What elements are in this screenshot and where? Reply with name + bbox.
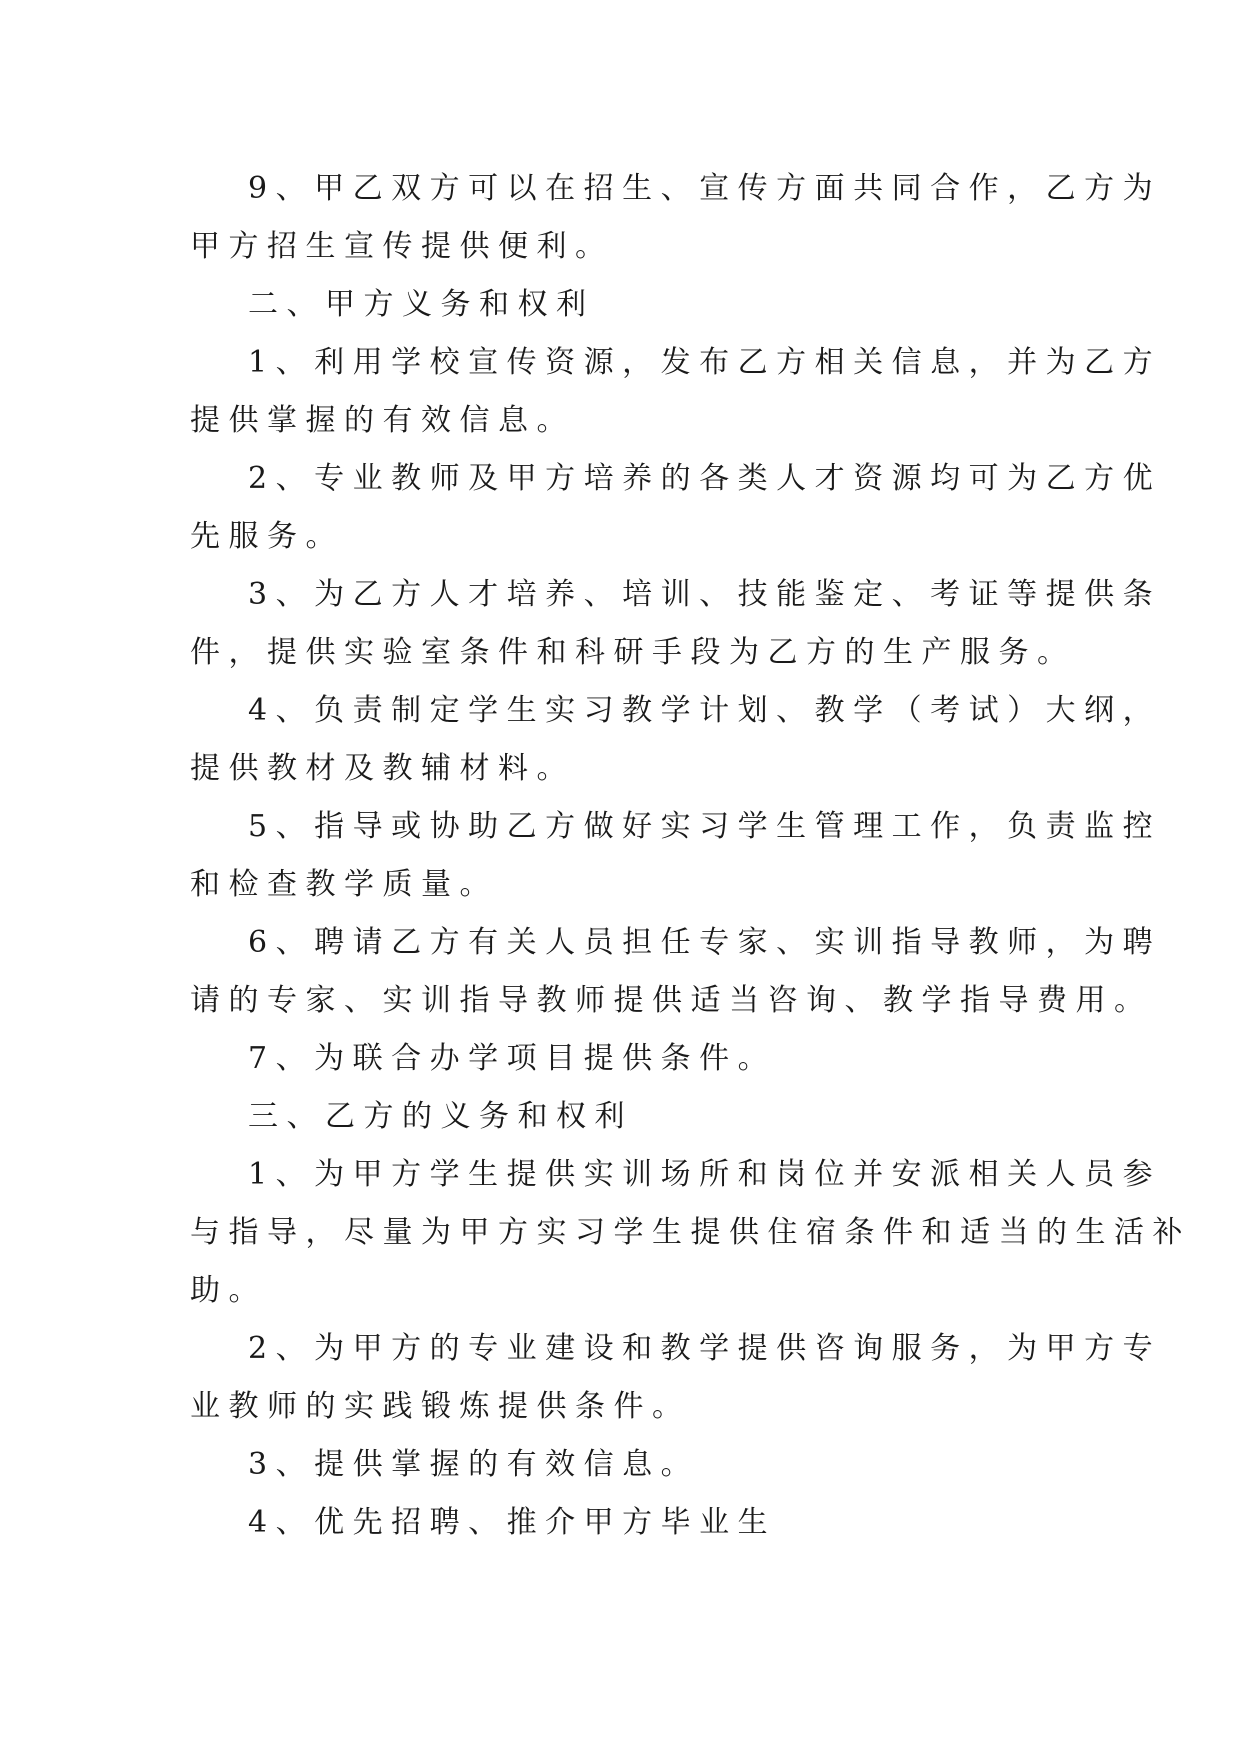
paragraph-line: 提供掌握的有效信息。 xyxy=(190,403,575,438)
paragraph-b-1 xyxy=(190,1146,1191,1320)
paragraph-line: 3、为乙方人才培养、培训、技能鉴定、考证等提供条 xyxy=(248,577,1162,612)
paragraph-b-3 xyxy=(190,1436,1050,1494)
paragraph-line: 2、为甲方的专业建设和教学提供咨询服务，为甲方专 xyxy=(248,1331,1162,1366)
paragraph-b-4 xyxy=(190,1494,1050,1552)
paragraph-a-3 xyxy=(190,566,1162,682)
paragraph-line: 4、优先招聘、推介甲方毕业生 xyxy=(248,1505,777,1540)
paragraph-line: 助。 xyxy=(190,1273,267,1308)
paragraph-line: 甲方招生宣传提供便利。 xyxy=(190,229,614,264)
section-heading-party-b xyxy=(190,1088,1050,1146)
section-heading: 二、甲方义务和权利 xyxy=(248,287,595,322)
paragraph-a-7 xyxy=(190,1030,1050,1088)
paragraph-line: 4、负责制定学生实习教学计划、教学（考试）大纲， xyxy=(248,693,1162,728)
paragraph-line: 先服务。 xyxy=(190,519,344,554)
paragraph-line: 与指导，尽量为甲方实习学生提供住宿条件和适当的生活补 xyxy=(190,1215,1191,1250)
paragraph-line: 和检查教学质量。 xyxy=(190,867,498,902)
paragraph-line: 业教师的实践锻炼提供条件。 xyxy=(190,1389,691,1424)
paragraph-line: 1、为甲方学生提供实训场所和岗位并安派相关人员参 xyxy=(248,1157,1162,1192)
paragraph-b-2 xyxy=(190,1320,1162,1436)
paragraph-line: 2、专业教师及甲方培养的各类人才资源均可为乙方优 xyxy=(248,461,1162,496)
paragraph-line: 9、甲乙双方可以在招生、宣传方面共同合作，乙方为 xyxy=(248,171,1162,206)
paragraph-a-5 xyxy=(190,798,1162,914)
section-heading-party-a xyxy=(190,276,1050,334)
paragraph-line: 提供教材及教辅材料。 xyxy=(190,751,575,786)
paragraph-a-4 xyxy=(190,682,1162,798)
document-body xyxy=(190,160,1191,1552)
paragraph-line: 7、为联合办学项目提供条件。 xyxy=(248,1041,777,1076)
paragraph-line: 6、聘请乙方有关人员担任专家、实训指导教师，为聘 xyxy=(248,925,1162,960)
paragraph-line: 请的专家、实训指导教师提供适当咨询、教学指导费用。 xyxy=(190,983,1153,1018)
paragraph-item-9 xyxy=(190,160,1162,276)
paragraph-line: 1、利用学校宣传资源，发布乙方相关信息，并为乙方 xyxy=(248,345,1162,380)
paragraph-line: 件，提供实验室条件和科研手段为乙方的生产服务。 xyxy=(190,635,1076,670)
paragraph-line: 3、提供掌握的有效信息。 xyxy=(248,1447,700,1482)
paragraph-a-6 xyxy=(190,914,1162,1030)
paragraph-a-2 xyxy=(190,450,1162,566)
section-heading: 三、乙方的义务和权利 xyxy=(248,1099,633,1134)
paragraph-a-1 xyxy=(190,334,1162,450)
paragraph-line: 5、指导或协助乙方做好实习学生管理工作，负责监控 xyxy=(248,809,1162,844)
